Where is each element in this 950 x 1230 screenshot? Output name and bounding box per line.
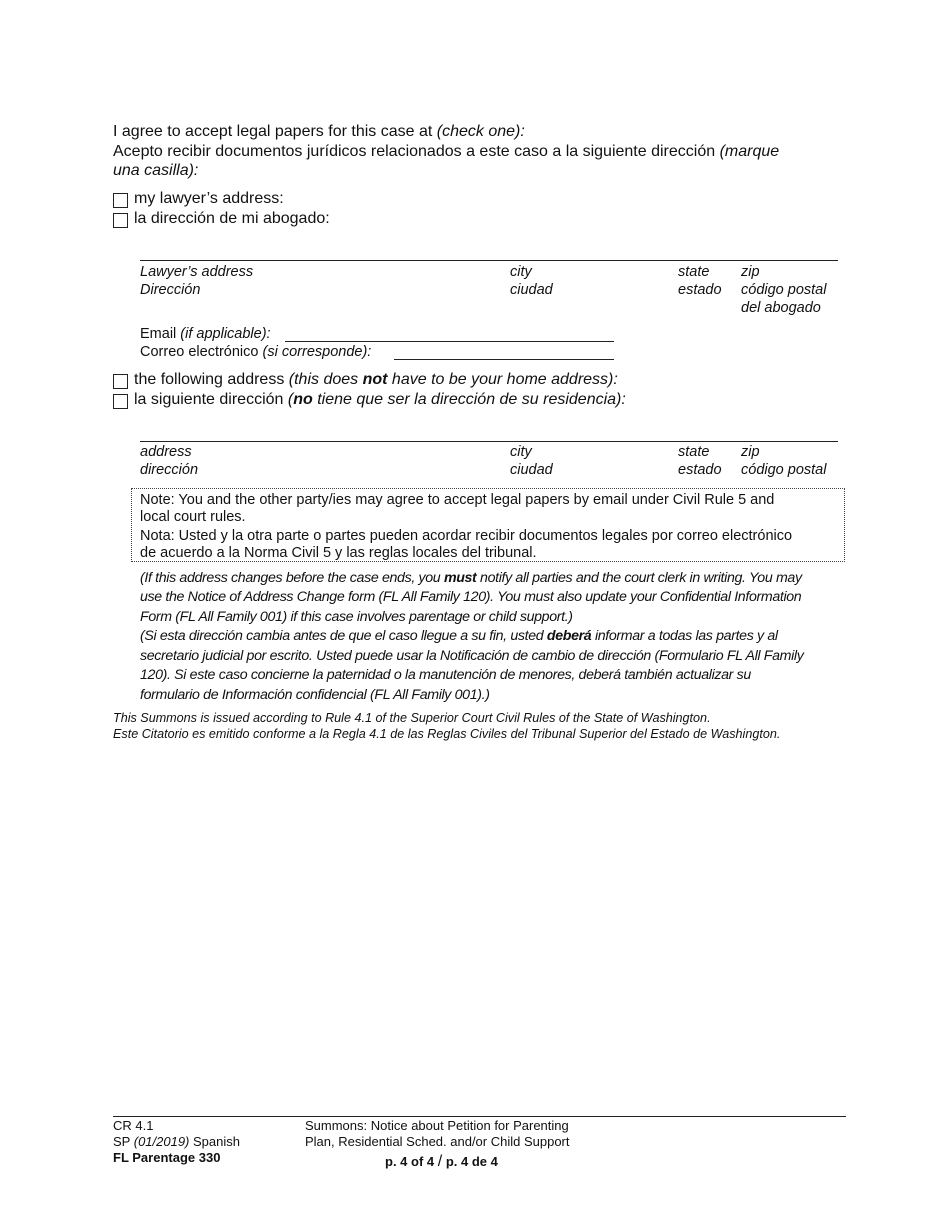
other-address-checkbox[interactable]: [113, 374, 128, 389]
footer-sp-code: SP: [113, 1134, 131, 1149]
footer-page-es: p. 4 de 4: [445, 1154, 498, 1169]
lawyer-address-option-label-es: la dirección de mi abogado:: [134, 210, 330, 227]
address-change-es-1a: (Si esta dirección cambia antes de que el caso llegue a su fin, usted: [140, 628, 544, 644]
footer-rule: [113, 1116, 846, 1117]
other-address-checkbox-es[interactable]: [113, 394, 128, 409]
lawyer-address-option-label: my lawyer’s address:: [134, 190, 284, 207]
summons-rule-en: This Summons is issued according to Rule 4.1 of the Superior Court Civil Rules of the State of Washington.: [113, 711, 711, 725]
email-label-es-note: (si corresponde):: [262, 344, 372, 360]
address-change-en-1a: (If this address changes before the case ends, you: [140, 570, 441, 586]
other-address-option-note-bold: not: [362, 371, 388, 388]
lawyer-zip-label-es: código postal: [741, 282, 827, 298]
footer-page-en: p. 4 of 4: [385, 1154, 435, 1169]
email-service-note: [131, 488, 845, 562]
footer-page-slash: /: [437, 1153, 443, 1170]
lawyer-city-label: city: [510, 264, 532, 280]
other-address-option-es-text: la siguiente dirección: [134, 391, 284, 408]
email-label-es: [140, 343, 371, 361]
lawyer-address-label-es: Dirección: [140, 282, 201, 298]
address-change-es-line-2: secretario judicial por escrito. Usted puede usar la Notificación de cambio de dirección (Formulario FL All Family: [140, 648, 804, 664]
lawyer-state-label: state: [678, 264, 710, 280]
other-address-option-note-a: (this does: [288, 371, 359, 388]
address-change-es-1c: informar a todas las partes y al: [594, 628, 778, 644]
address-change-en-1c: notify all parties and the court clerk in writing. You may: [480, 570, 802, 586]
address-change-en-line-1: [140, 569, 850, 589]
footer-form-number: FL Parentage 330: [113, 1150, 221, 1165]
other-address-label: address: [140, 444, 192, 460]
footer-sp: [113, 1134, 240, 1150]
email-input-line[interactable]: [285, 341, 614, 342]
other-address-option-es-paren: (: [287, 391, 294, 408]
note-line-2: local court rules.: [140, 509, 246, 525]
other-address-option-label-es: [134, 390, 626, 410]
footer-sp-language: Spanish: [193, 1134, 240, 1149]
other-state-label: state: [678, 444, 710, 460]
lawyer-city-label-es: ciudad: [510, 282, 553, 298]
lawyer-state-label-es: estado: [678, 282, 722, 298]
footer-title-1: Summons: Notice about Petition for Parenting: [305, 1118, 569, 1133]
other-address-option-es-bold: no: [293, 391, 313, 408]
other-address-line[interactable]: [140, 441, 838, 442]
lawyer-address-label: Lawyer’s address: [140, 264, 254, 280]
summons-rule-es: Este Citatorio es emitido conforme a la Regla 4.1 de las Reglas Civiles del Tribunal Superior del Estado de Washington.: [113, 727, 781, 741]
other-address-label-es: dirección: [140, 462, 199, 478]
footer-cr: CR 4.1: [113, 1118, 154, 1133]
note-line-1: Note: You and the other party/ies may agree to accept legal papers by email under Civil Rule 5 and: [140, 492, 775, 508]
intro-english-text: I agree to accept legal papers for this case at: [113, 123, 433, 140]
address-change-es-line-1: [140, 627, 850, 647]
email-label-note: (if applicable):: [180, 326, 271, 342]
other-state-label-es: estado: [678, 462, 722, 478]
lawyer-address-line[interactable]: [140, 260, 838, 261]
intro-spanish: [113, 142, 779, 162]
intro-spanish-instruction-b: una casilla):: [113, 162, 199, 179]
lawyer-address-checkbox[interactable]: [113, 193, 128, 208]
intro-spanish-text: Acepto recibir documentos jurídicos relacionados a este caso a la siguiente dirección: [113, 143, 716, 160]
other-address-option-text: the following address: [134, 371, 285, 388]
intro-spanish-instruction-a: (marque: [719, 143, 780, 160]
intro-english: [113, 122, 525, 142]
other-zip-label: zip: [741, 444, 760, 460]
note-line-4: de acuerdo a la Norma Civil 5 y las reglas locales del tribunal.: [140, 545, 537, 561]
address-change-es-1b: deberá: [546, 628, 592, 644]
email-label: [140, 325, 271, 343]
footer-page: [385, 1154, 498, 1170]
other-city-label: city: [510, 444, 532, 460]
other-address-option-note-b: have to be your home address):: [391, 371, 618, 388]
address-change-en-line-3: Form (FL All Family 001) if this case involves parentage or child support.): [140, 609, 573, 625]
other-address-option-es-note: tiene que ser la dirección de su residencia):: [317, 391, 626, 408]
address-change-es-line-3: 120). Si este caso concierne la paternidad o la manutención de menores, deberá también actualizar su: [140, 667, 751, 683]
lawyer-zip-label-es-2: del abogado: [741, 300, 821, 316]
footer-title-2: Plan, Residential Sched. and/or Child Support: [305, 1134, 570, 1149]
note-line-3: Nota: Usted y la otra parte o partes pueden acordar recibir documentos legales por correo electrónico: [140, 528, 793, 544]
other-address-option-label: [134, 370, 618, 390]
address-change-en-1b: must: [443, 570, 477, 586]
intro-english-instruction: (check one):: [436, 123, 525, 140]
other-city-label-es: ciudad: [510, 462, 553, 478]
email-label-text: Email: [140, 326, 177, 342]
other-zip-label-es: código postal: [741, 462, 827, 478]
lawyer-address-checkbox-es[interactable]: [113, 213, 128, 228]
email-input-line-es[interactable]: [394, 359, 614, 360]
address-change-en-line-2: use the Notice of Address Change form (FL All Family 120). You must also update your Confidential Information: [140, 589, 802, 605]
footer-sp-date: (01/2019): [133, 1134, 190, 1149]
lawyer-zip-label: zip: [741, 264, 760, 280]
email-label-es-text: Correo electrónico: [140, 344, 259, 360]
address-change-es-line-4: formulario de Información confidencial (FL All Family 001).): [140, 687, 490, 703]
